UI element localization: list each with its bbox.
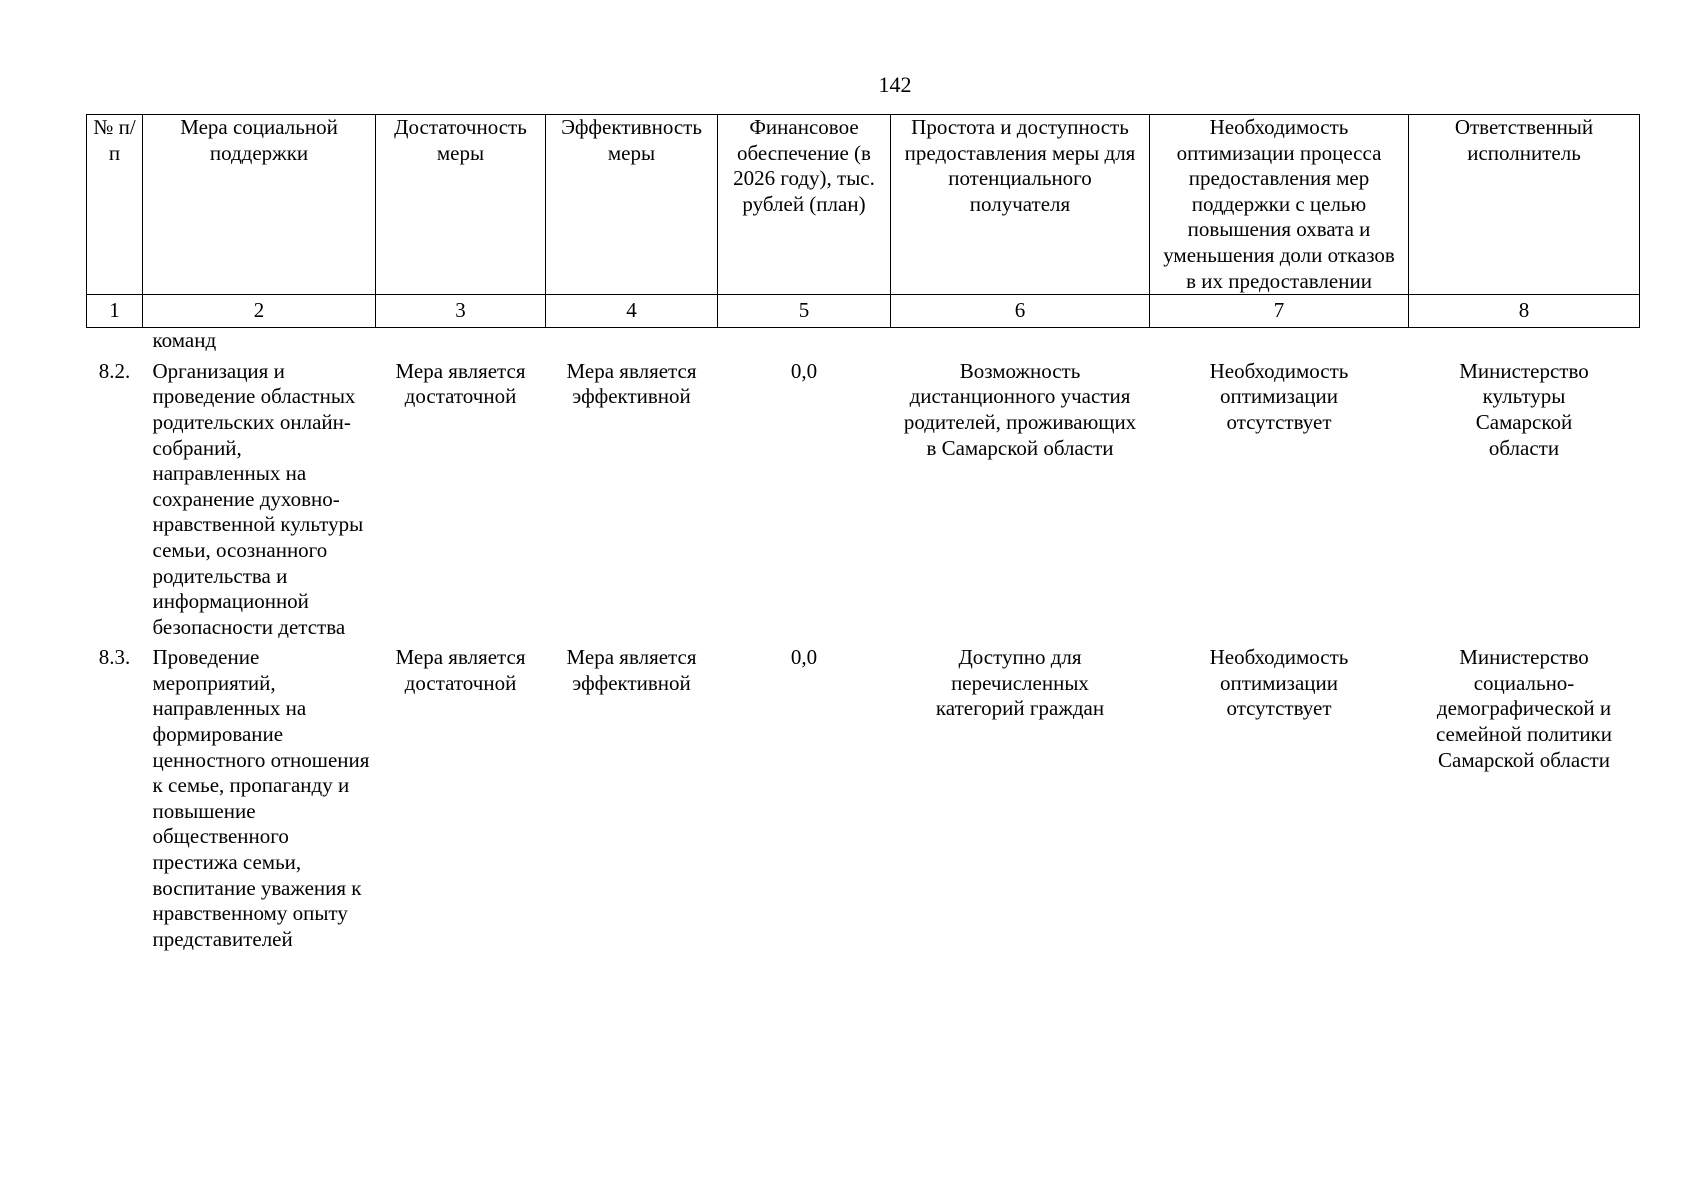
table-row <box>87 640 1640 952</box>
column-number: 4 <box>546 295 718 328</box>
accessibility-cell: Доступно для перечисленных категорий граждан <box>935 645 1105 721</box>
header-row <box>87 115 1640 295</box>
measure-cell: Проведение мероприятий, направленных на формирование ценностного отношения к семье, пропаганду и повышение общественного престижа семьи, воспитание уважения к нравственному опыту представителей <box>152 645 370 951</box>
sufficiency-cell: Мера является достаточной <box>395 645 526 695</box>
column-number: 3 <box>376 295 546 328</box>
header-sufficiency: Достаточность меры <box>376 115 546 295</box>
row-number: 8.3. <box>98 645 131 670</box>
accessibility-cell: Возможность дистанционного участия родителей, проживающих в Самарской области <box>903 358 1137 460</box>
effectiveness-cell: Мера является эффективной <box>566 358 697 409</box>
financing-cell: 0,0 <box>790 645 818 670</box>
column-number: 7 <box>1150 295 1409 328</box>
executor-cell: Министерство социально-демографической и семейной политики Самарской области <box>1435 645 1612 772</box>
column-number-row <box>87 295 1640 328</box>
financing-cell: 0,0 <box>790 358 818 383</box>
header-measure: Мера социальной поддержки <box>143 115 376 295</box>
table-row <box>87 354 1640 641</box>
social-support-measures-table <box>86 114 1640 952</box>
executor-cell: Министерство культуры Самарской области <box>1459 358 1589 460</box>
header-financing: Финансовое обеспечение (в 2026 году), тыс. рублей (план) <box>718 115 891 295</box>
column-number: 2 <box>143 295 376 328</box>
optimization-cell: Необходимость оптимизации отсутствует <box>1209 358 1349 434</box>
measure-cell: Организация и проведение областных родительских онлайн-собраний, направленных на сохранение духовно-нравственной культуры семьи, осознанного родительства и информационной безопасности детства <box>152 358 364 639</box>
row-number: 8.2. <box>98 358 131 383</box>
header-effectiveness: Эффективность меры <box>546 115 718 295</box>
optimization-cell: Необходимость оптимизации отсутствует <box>1209 645 1349 721</box>
header-optimization: Необходимость оптимизации процесса предоставления мер поддержки с целью повышения охвата и уменьшения доли отказов в их предоставлении <box>1150 115 1409 295</box>
sufficiency-cell: Мера является достаточной <box>395 358 526 409</box>
page-number: 142 <box>878 72 912 97</box>
column-number: 8 <box>1409 295 1640 328</box>
continuation-row <box>87 328 1640 354</box>
effectiveness-cell: Мера является эффективной <box>566 645 697 695</box>
header-number: № п/п <box>87 115 143 295</box>
column-number: 5 <box>718 295 891 328</box>
continuation-text: команд <box>152 328 217 353</box>
header-executor: Ответственный исполнитель <box>1409 115 1640 295</box>
column-number: 1 <box>87 295 143 328</box>
column-number: 6 <box>891 295 1150 328</box>
header-accessibility: Простота и доступность предоставления меры для потенциального получателя <box>891 115 1150 295</box>
